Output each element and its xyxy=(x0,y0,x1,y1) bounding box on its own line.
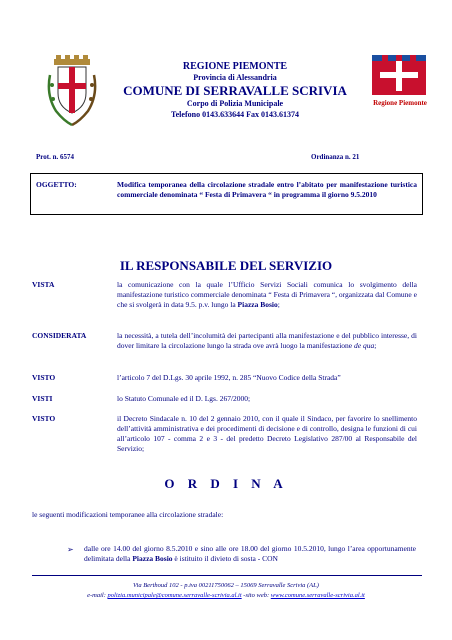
clause-label: VISTO xyxy=(32,373,56,382)
footer-divider xyxy=(32,575,422,576)
flag-label: Regione Piemonte xyxy=(373,99,427,107)
subject-label: OGGETTO: xyxy=(36,180,77,189)
phone-fax: Telefono 0143.633644 Fax 0143.61374 xyxy=(171,110,299,119)
province-title: Provincia di Alessandria xyxy=(193,73,277,82)
arrow-bullet-icon: ➢ xyxy=(67,545,74,554)
subject-text: Modifica temporanea della circolazione stradale entro l’abitato per manifestazione turistica commerciale denominata “ Festa di Primavera “ in programma il giorno 9.5.2010 xyxy=(117,180,417,199)
comune-coat-of-arms xyxy=(46,55,98,127)
protocol-number: Prot. n. 6574 xyxy=(36,153,74,161)
place-name: Piazza Bosio xyxy=(132,554,173,563)
order-item: dalle ore 14.00 del giorno 8.5.2010 e sino alle ore 18.00 del giorno 10.5.2010, lungo l’area opportunamente delimitata della Piazza Bosio è istituito il divieto di sosta - CON xyxy=(84,544,416,563)
order-intro: le seguenti modificazioni temporanee alla circolazione stradale: xyxy=(32,510,224,519)
email-link[interactable]: polizia.municipale@comune.serravalle-scrivia.al.it xyxy=(107,592,242,599)
ordinance-number: Ordinanza n. 21 xyxy=(311,153,360,161)
footer-address: Via Berthoud 102 - p.iva 00211750062 – 15069 Serravalle Scrivia (AL) xyxy=(133,582,319,589)
region-title: REGIONE PIEMONTE xyxy=(182,61,288,72)
place-name: Piazza Bosio xyxy=(237,300,278,309)
clause-text: la necessità, a tutela dell’incolumità dei partecipanti alla manifestazione e del pubblico interesse, di dover limitare la circolazione lungo la strada ove avrà luogo la manifestazione de qua; xyxy=(117,331,417,350)
order-heading: O R D I N A xyxy=(164,476,288,491)
footer-contacts: e-mail: polizia.municipale@comune.serravalle-scrivia.al.it -sito web: www.comune.serravalle-scrivia.al.it xyxy=(87,592,365,599)
corps-title: Corpo di Polizia Municipale xyxy=(186,99,284,108)
website-link[interactable]: www.comune.serravalle-scrivia.al.it xyxy=(270,592,365,599)
clause-text: il Decreto Sindacale n. 10 del 2 gennaio 2010, con il quale il Sindaco, per favorire lo snellimento dell’attività amministrativa e dei procedimenti di decisione e di controllo, designa le funzioni di cui all’articolo 107 - comma 2 e 3 - del predetto Decreto Legislativo 287/00 al Responsabile del Servizio; xyxy=(117,414,417,453)
clause-label: CONSIDERATA xyxy=(32,331,87,340)
clause-text: la comunicazione con la quale l’Ufficio Servizi Sociali comunica lo svolgimento della manifestazione turistico commerciale denominata “ Festa di Primavera “, organizzata dal Comune e che si svolgerà in data 9.5. p.v. lungo la Piazza Bosio; xyxy=(117,280,417,309)
clause-text: lo Statuto Comunale ed il D. Lgs. 267/2000; xyxy=(117,394,251,403)
regione-piemonte-flag xyxy=(372,55,426,95)
clause-label: VISTO xyxy=(32,414,56,423)
clause-label: VISTI xyxy=(32,394,53,403)
section-heading: IL RESPONSABILE DEL SERVIZIO xyxy=(119,258,333,273)
comune-title: COMUNE DI SERRAVALLE SCRIVIA xyxy=(123,83,347,98)
clause-label: VISTA xyxy=(32,280,55,289)
clause-text: l’articolo 7 del D.Lgs. 30 aprile 1992, n. 285 “Nuovo Codice della Strada” xyxy=(117,373,341,382)
